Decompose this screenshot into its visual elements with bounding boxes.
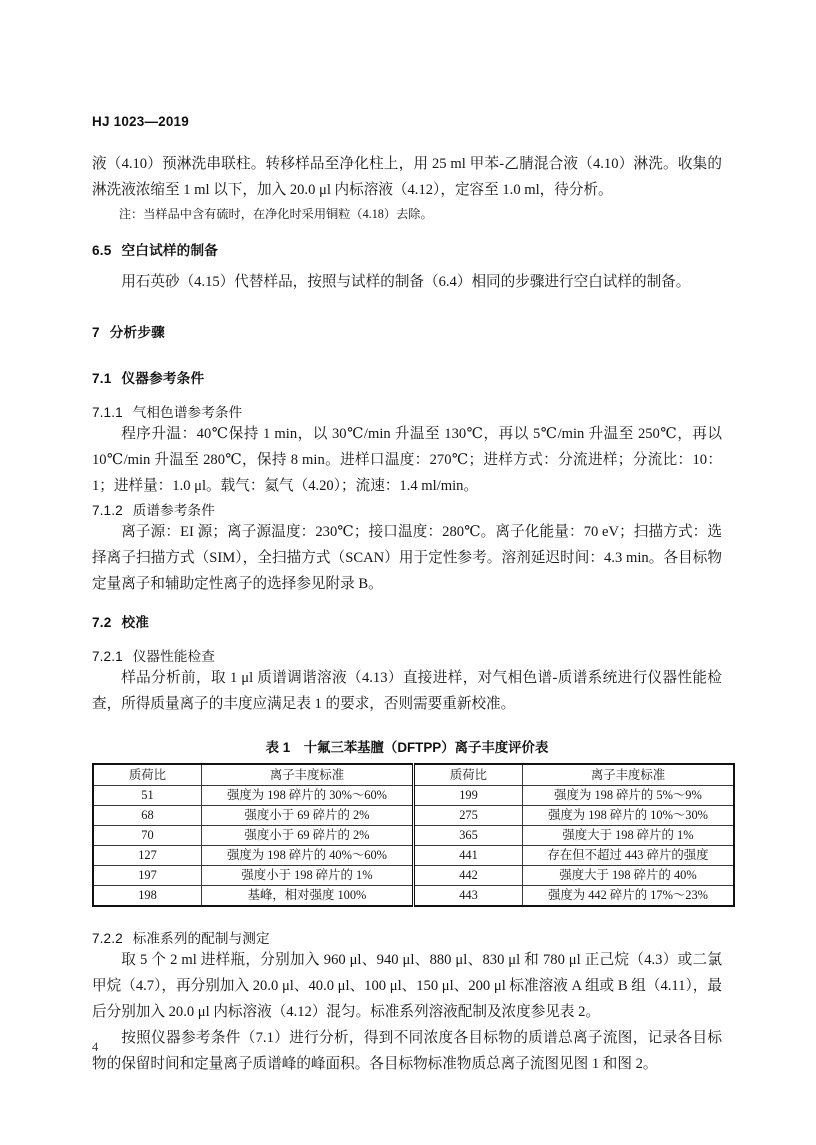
heading-7-1-number: 7.1 [92, 371, 112, 386]
page-number: 4 [92, 1040, 99, 1054]
header-std-left: 离子丰度标准 [202, 764, 414, 786]
cell-std-left: 强度小于 198 碎片的 1% [202, 866, 414, 886]
cell-std-right: 存在但不超过 443 碎片的强度 [523, 846, 735, 866]
table-row [93, 786, 734, 806]
cell-std-right: 强度大于 198 碎片的 1% [523, 826, 735, 846]
heading-7-1-1-number: 7.1.1 [92, 405, 123, 420]
cell-mz-right: 365 [414, 826, 523, 846]
heading-7-2-number: 7.2 [92, 615, 112, 630]
page-content [92, 0, 722, 1077]
cell-mz-left: 127 [93, 846, 202, 866]
cell-std-left: 基峰，相对强度 100% [202, 886, 414, 907]
cell-mz-left: 198 [93, 886, 202, 907]
note-sulfur: 注：当样品中含有硫时，在净化时采用铜粒（4.18）去除。 [118, 207, 433, 221]
heading-7-2-text: 校准 [121, 615, 150, 630]
paragraph-7-1-1-body: 程序升温：40℃保持 1 min，以 30℃/min 升温至 130℃，再以 5℃/min 升温至 250℃，再以 10℃/min 升温至 280℃，保持 8 min。进样口温度：270℃；进样方式：分流进样；分流比：10：1；进样量：1.0 μl。载气：氦气（4.20）；流速：1.4 ml/min。 [92, 426, 722, 494]
cell-std-left: 强度小于 69 碎片的 2% [202, 806, 414, 826]
heading-7-2 [92, 611, 722, 631]
paragraph-7-2-2-body-1: 取 5 个 2 ml 进样瓶，分别加入 960 μl、940 μl、880 μl、830 μl 和 780 μl 正己烷（4.3）或二氯甲烷（4.7），再分别加入 20.0 μl、40.0 μl、100 μl、150 μl、200 μl 标准溶液 A 组或 B 组（4.11），最后分别加入 20.0 μl 内标溶液（4.12）混匀。标准系列溶液配制及浓度参见表 2。 [92, 952, 722, 1020]
header-mz-left: 质荷比 [93, 764, 202, 786]
heading-7-2-2-text: 标准系列的配制与测定 [132, 931, 270, 946]
paragraph-continued: 液（4.10）预淋洗串联柱。转移样品至净化柱上，用 25 ml 甲苯-乙腈混合液（4.10）淋洗。收集的淋洗液浓缩至 1 ml 以下，加入 20.0 μl 内标溶液（4.12），定容至 1.0 ml，待分析。 [92, 156, 722, 198]
heading-7-1-1 [92, 401, 722, 421]
heading-7-1-2 [92, 499, 722, 519]
paragraph-7-2-2-body-2: 按照仪器参考条件（7.1）进行分析，得到不同浓度各目标物的质谱总离子流图，记录各目标物的保留时间和定量离子质谱峰的峰面积。各目标物标准物质总离子流图见图 1 和图 2。 [92, 1030, 722, 1072]
cell-mz-left: 70 [93, 826, 202, 846]
cell-mz-right: 442 [414, 866, 523, 886]
header-std-right: 离子丰度标准 [523, 764, 735, 786]
cell-std-left: 强度小于 69 碎片的 2% [202, 826, 414, 846]
paragraph-7-1-2-body: 离子源：EI 源；离子源温度：230℃；接口温度：280℃。离子化能量：70 eV；扫描方式：选择离子扫描方式（SIM），全扫描方式（SCAN）用于定性参考。溶剂延迟时间：4.3 min。各目标物定量离子和辅助定性离子的选择参见附录 B。 [92, 524, 722, 592]
heading-7-1 [92, 367, 722, 387]
cell-std-right: 强度大于 198 碎片的 40% [523, 866, 735, 886]
table-body [93, 764, 734, 906]
cell-std-right: 强度为 198 碎片的 5%～9% [523, 786, 735, 806]
heading-7-2-1-text: 仪器性能检查 [132, 649, 215, 664]
cell-std-right: 强度为 198 碎片的 10%～30% [523, 806, 735, 826]
table-row [93, 826, 734, 846]
heading-7-text: 分析步骤 [109, 325, 165, 340]
cell-mz-right: 275 [414, 806, 523, 826]
heading-7 [92, 321, 722, 341]
heading-7-number: 7 [92, 325, 100, 340]
table-header-row [93, 764, 734, 786]
cell-mz-right: 443 [414, 886, 523, 907]
heading-7-1-2-number: 7.1.2 [92, 503, 123, 518]
cell-std-left: 强度为 198 碎片的 40%～60% [202, 846, 414, 866]
table-row [93, 806, 734, 826]
heading-7-1-text: 仪器参考条件 [121, 371, 205, 386]
table-1-title: 表 1 十氟三苯基膻（DFTPP）离子丰度评价表 [265, 740, 549, 755]
cell-mz-left: 51 [93, 786, 202, 806]
heading-7-1-2-text: 质谱参考条件 [132, 503, 215, 518]
heading-6-5-number: 6.5 [92, 243, 112, 258]
paragraph-6-5-body: 用石英砂（4.15）代替样品，按照与试样的制备（6.4）相同的步骤进行空白试样的制备。 [121, 274, 691, 290]
table-row [93, 846, 734, 866]
header-mz-right: 质荷比 [414, 764, 523, 786]
running-head: HJ 1023—2019 [92, 114, 189, 129]
cell-std-left: 强度为 198 碎片的 30%～60% [202, 786, 414, 806]
cell-mz-right: 441 [414, 846, 523, 866]
heading-7-2-1-number: 7.2.1 [92, 649, 123, 664]
heading-7-2-1 [92, 645, 722, 665]
cell-std-right: 强度为 442 碎片的 17%～23% [523, 886, 735, 907]
cell-mz-left: 68 [93, 806, 202, 826]
heading-7-2-2 [92, 927, 722, 947]
cell-mz-right: 199 [414, 786, 523, 806]
heading-7-1-1-text: 气相色谱参考条件 [132, 405, 243, 420]
heading-6-5-text: 空白试样的制备 [121, 243, 219, 258]
heading-7-2-2-number: 7.2.2 [92, 931, 123, 946]
table-row [93, 886, 734, 907]
table-row [93, 866, 734, 886]
paragraph-7-2-1-body: 样品分析前，取 1 μl 质谱调谐溶液（4.13）直接进样，对气相色谱-质谱系统进行仪器性能检查，所得质量离子的丰度应满足表 1 的要求，否则需要重新校准。 [92, 670, 722, 712]
table-dftpp-ion-abundance [92, 763, 735, 907]
heading-6-5 [92, 239, 722, 259]
cell-mz-left: 197 [93, 866, 202, 886]
